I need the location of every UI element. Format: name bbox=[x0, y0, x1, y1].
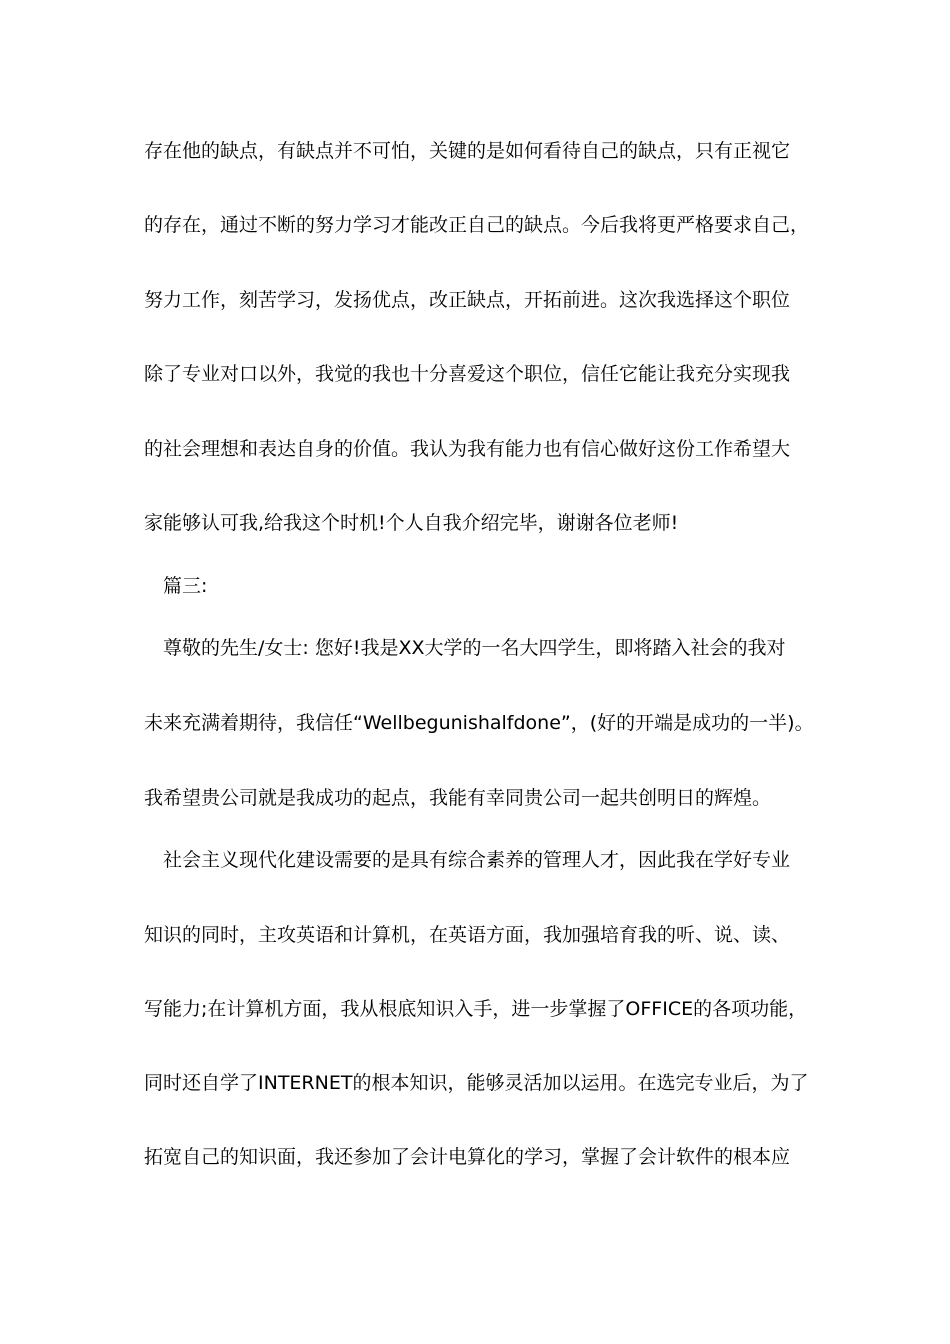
text-line: 社会主义现代化建设需要的是具有综合素养的管理人才，因此我在学好专业 bbox=[163, 849, 791, 871]
text-line: 未来充满着期待，我信任“Wellbegunishalfdone”，(好的开端是成功的一半)。 bbox=[144, 712, 814, 734]
text-line: 尊敬的先生/女士: 您好!我是XX大学的一名大四学生，即将踏入社会的我对 bbox=[163, 637, 786, 659]
text-line: 同时还自学了INTERNET的根本知识，能够灵活加以运用。在选完专业后，为了 bbox=[144, 1072, 809, 1094]
text-line: 的存在，通过不断的努力学习才能改正自己的缺点。今后我将更严格要求自己， bbox=[144, 214, 810, 236]
text-line: 家能够认可我,给我这个时机!个人自我介绍完毕，谢谢各位老师! bbox=[144, 512, 679, 534]
text-line: 的社会理想和表达自身的价值。我认为我有能力也有信心做好这份工作希望大 bbox=[144, 438, 791, 460]
text-line: 我希望贵公司就是我成功的起点，我能有幸同贵公司一起共创明日的辉煌。 bbox=[144, 787, 772, 809]
text-line: 除了专业对口以外，我觉的我也十分喜爱这个职位，信任它能让我充分实现我 bbox=[144, 363, 791, 385]
section-heading: 篇三: bbox=[163, 575, 208, 597]
text-line: 努力工作，刻苦学习，发扬优点，改正缺点，开拓前进。这次我选择这个职位 bbox=[144, 289, 791, 311]
text-line: 知识的同时，主攻英语和计算机，在英语方面，我加强培育我的听、说、读、 bbox=[144, 924, 791, 946]
text-line: 拓宽自己的知识面，我还参加了会计电算化的学习，掌握了会计软件的根本应 bbox=[144, 1146, 791, 1168]
text-line: 写能力;在计算机方面，我从根底知识入手，进一步掌握了OFFICE的各项功能， bbox=[144, 998, 808, 1020]
text-line: 存在他的缺点，有缺点并不可怕，关键的是如何看待自己的缺点，只有正视它 bbox=[144, 140, 791, 162]
